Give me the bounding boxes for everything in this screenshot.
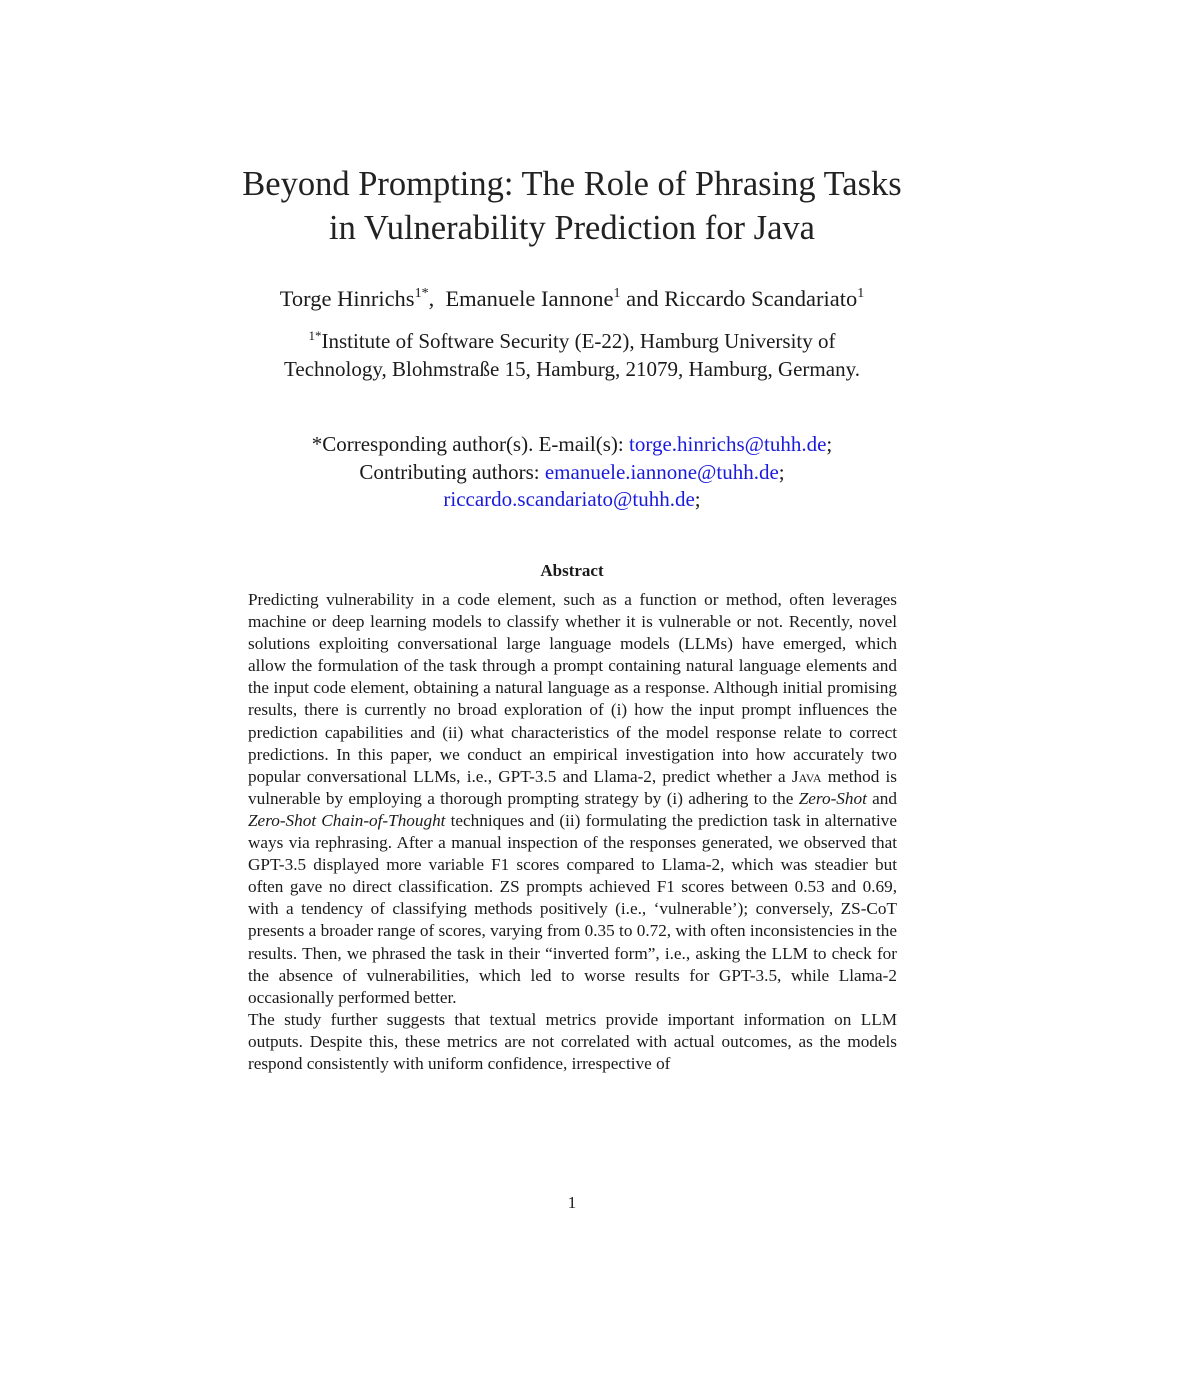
author-separator: , [428,286,446,311]
affiliation-text: Institute of Software Security (E-22), Hamburg University of [321,329,836,353]
author-name: Riccardo Scandariato [664,286,858,311]
author-list [200,284,944,314]
affiliation [200,327,944,383]
contributing-label: Contributing authors: [359,459,545,484]
corresponding-label: *Corresponding author(s). E-mail(s): [311,432,629,456]
contributing-line [200,459,944,487]
title-line-2: in Vulnerability Prediction for Java [329,209,815,247]
separator: ; [694,487,701,511]
separator: ; [778,459,785,484]
abstract-body [248,589,897,1075]
abstract-heading: Abstract [540,561,604,580]
page-number: 1 [567,1193,577,1212]
affiliation-mark: 1* [308,328,322,343]
author-name: Torge Hinrichs [279,286,415,311]
contact-info [200,431,944,514]
abstract-paragraph-1 [248,589,897,1009]
abstract-emphasis: Zero-Shot [798,788,867,808]
contributing-line-2 [200,486,944,514]
author-affiliation-mark: 1* [414,286,429,301]
contributing-email-link-2[interactable]: riccardo.scandariato@tuhh.de [443,487,695,511]
contributing-email-link-1[interactable]: emanuele.iannone@tuhh.de [544,459,779,484]
corresponding-line [200,431,944,459]
abstract-text: method is vulnerable by employing a thorough prompting strategy by (i) adhering to the [248,766,897,808]
abstract-emphasis: Zero-Shot Chain-of-Thought [248,810,446,830]
abstract-text: Predicting vulnerability in a code element, such as a function or method, often leverages machine or deep learning models to classify whether it is vulnerable or not. Recently, novel solutions exploiting conversational large language models (LLMs) have emerged, which allow the formulation of the task through a prompt containing natural language elements and the input code element, obtaining a natural language as a response. Although initial promising results, there is currently no broad exploration of (i) how the input prompt influences the prediction capabilities and (ii) what characteristics of the model response relate to correct predictions. In this paper, we conduct an empirical investigation into how accurately two popular conversational LLMs, i.e., GPT-3.5 and Llama-2, predict whether a [248,590,897,786]
abstract-language-name: Java [791,766,822,786]
abstract-text: and [866,788,897,808]
separator: ; [826,432,833,456]
affiliation-line-2: Technology, Blohmstraße 15, Hamburg, 21079, Hamburg, Germany. [284,357,860,381]
corresponding-email-link[interactable]: torge.hinrichs@tuhh.de [629,432,827,456]
author-affiliation-mark: 1 [613,286,621,301]
affiliation-line-1 [200,327,944,355]
abstract-text: techniques and (ii) formulating the prediction task in alternative ways via rephrasing. After a manual inspection of the responses generated, we observed that GPT-3.5 displayed more variable F1 scores compared to Llama-2, which was steadier but often gave no direct classification. ZS prompts achieved F1 scores between 0.53 and 0.69, with a tendency of classifying methods positively (i.e., ‘vulnerable’); conversely, ZS-CoT presents a broader range of scores, varying from 0.35 to 0.72, with often inconsistencies in the results. Then, we phrased the task in their “inverted form”, i.e., asking the LLM to check for the absence of vulnerabilities, which led to worse results for GPT-3.5, while Llama-2 occasionally performed better. [248,810,897,1007]
author-separator: and [620,286,665,311]
abstract-paragraph-2: The study further suggests that textual metrics provide important information on LLM outputs. Despite this, these metrics are not correlated with actual outcomes, as the models respond consistently with uniform confidence, irrespective of [248,1009,897,1073]
paper-title [200,162,944,250]
author-affiliation-mark: 1 [857,286,865,301]
title-line-1: Beyond Prompting: The Role of Phrasing Tasks [242,165,902,203]
author-name: Emanuele Iannone [445,286,614,311]
